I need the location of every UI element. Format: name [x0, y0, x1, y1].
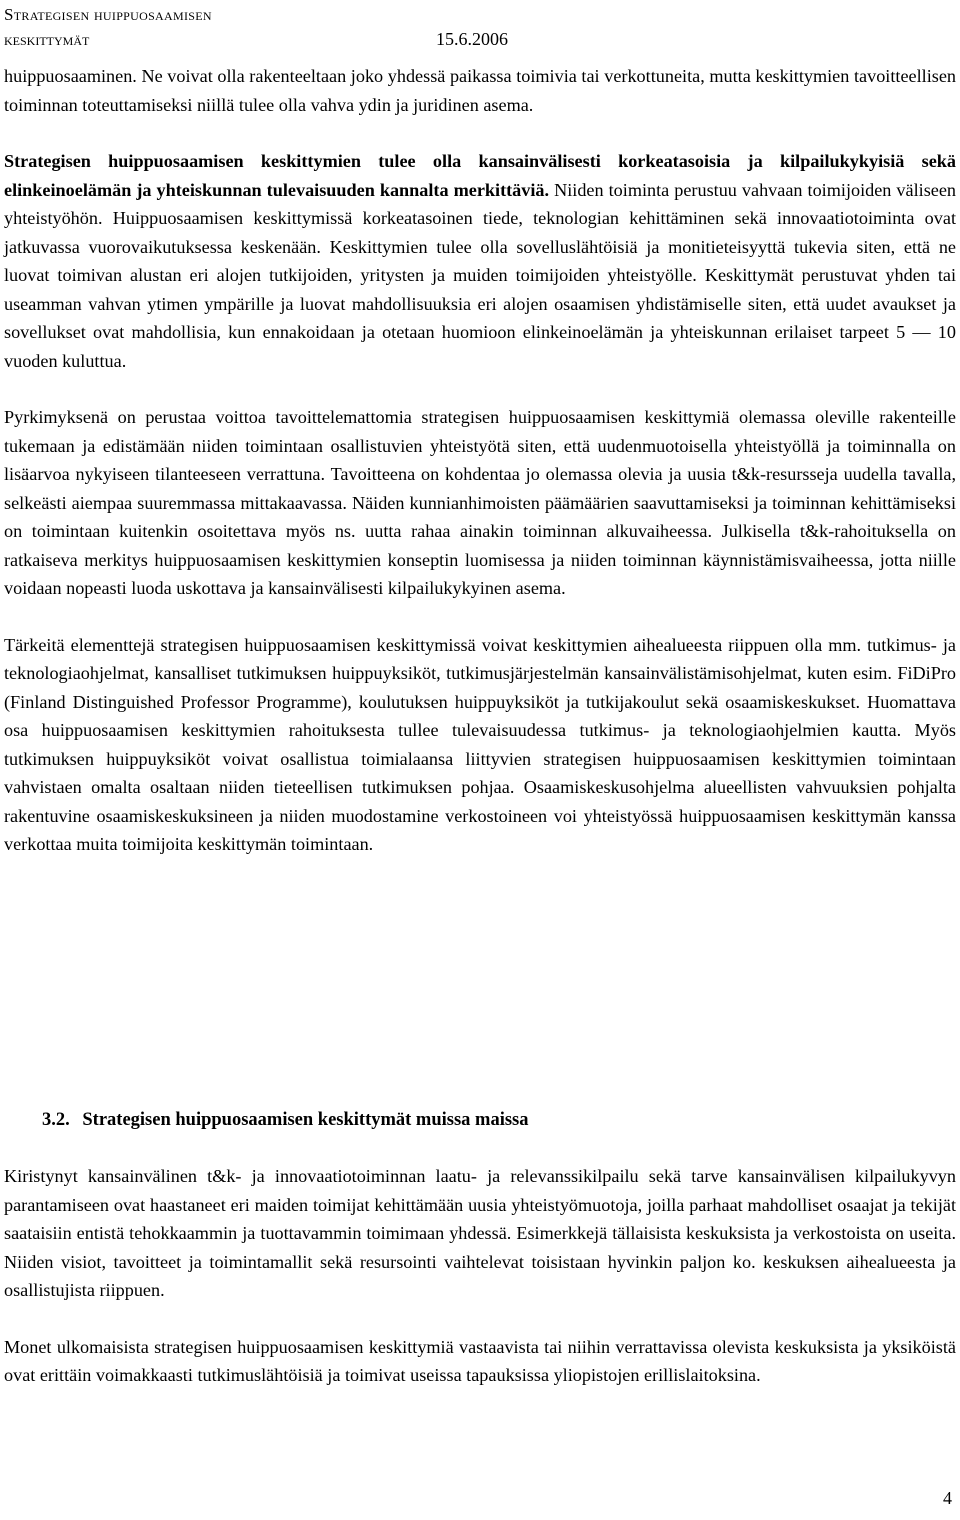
body-text-section: [4, 1162, 956, 1390]
body-text: [4, 62, 956, 859]
paragraph-1: huippuosaaminen. Ne voivat olla rakenteeltaan joko yhdessä paikassa toimivia tai verkottuneita, mutta keskittymien tavoitteellisen toiminnan toteuttamiseksi niillä tulee olla vahva ydin ja juridinen asema.: [4, 66, 956, 115]
paragraph-2-bold-lead: Strategisen huippuosaamisen keskittymien tulee olla kansainvälisesti korkeatasoisia ja kilpailukykyisiä sekä elinkeinoelämän ja yhteiskunnan tulevaisuuden kannalta merkittäviä.: [4, 151, 956, 200]
header-organization: Strategisen huippuosaamisen: [4, 5, 212, 24]
paragraph-3: Pyrkimyksenä on perustaa voittoa tavoittelemattomia strategisen huippuosaamisen keskittymiä olemassa oleville rakenteille tukemaan ja edistämään niiden toimintaan osallistuvien yhteistyötä siten, että uudenmuotoisella yhteistyöllä ja toiminnalla on lisäarvoa nykyiseen tilanteeseen verrattuna. Tavoitteena on kohdentaa jo olemassa olevia ja uusia t&k-resursseja uudella tavalla, selkeästi aiempaa suuremmassa mittakaavassa. Näiden kunnianhimoisten päämäärien saavuttamiseksi ja toiminnan kehittämiseksi on toimintaan kuitenkin osoitettava myös ns. uutta rahaa ainakin toiminnan alkuvaiheessa. Julkisella t&k-rahoituksella on ratkaiseva merkitys huippuosaamisen keskittymien konseptin luomisessa ja niiden toiminnan käynnistämisvaiheessa, jotta niille voidaan nopeasti luoda uskottava ja kansainvälisesti kilpailukykyinen asema.: [4, 407, 956, 598]
page-number: 4: [943, 1488, 952, 1508]
header-subtitle: keskittymät: [4, 30, 90, 49]
section-number: 3.2.: [42, 1110, 70, 1130]
paragraph-2-rest: Niiden toiminta perustuu vahvaan toimijoiden väliseen yhteistyöhön. Huippuosaamisen keskittymissä korkeatasoinen tiede, teknologian kehittäminen sekä innovaatiotoiminta ovat jatkuvassa vuorovaikutuksessa keskenään. Keskittymien tulee olla sovelluslähtöisiä ja monitieteisyyttä tukevia siten, että ne luovat toimivan alustan eri alojen tutkijoiden, yritysten ja muiden toimijoiden yhteistyölle. Keskittymät perustuvat yhden tai useamman vahvan ytimen ympärille ja luovat mahdollisuuksia eri alojen osaamisen yhdistämiselle siten, että uudet avaukset ja sovellukset ovat mahdollisia, kun ennakoidaan ja otetaan huomioon elinkeinoelämän ja yhteiskunnan erilaiset tarpeet 5 — 10 vuoden kuluttua.: [4, 179, 957, 371]
header-row: [4, 27, 564, 52]
page-header: [4, 2, 564, 52]
section-heading: [42, 1106, 529, 1134]
header-date: 15.6.2006: [436, 29, 508, 49]
paragraph-4: Tärkeitä elementtejä strategisen huippuosaamisen keskittymissä voivat keskittymien aihealueesta riippuen olla mm. tutkimus- ja teknologiaohjelmat, kansalliset tutkimuksen huippuyksiköt, tutkimusjärjestelmän kansainvälistämisohjelmat, kuten esim. FiDiPro (Finland Distinguished Professor Programme), koulutuksen huippuyksiköt ja tutkijakoulut sekä osaamiskeskukset. Huomattava osa huippuosaamisen keskittymien rahoituksesta tullee tulevaisuudessa tutkimus- ja teknologiaohjelmien kautta. Myös tutkimuksen huippuyksiköt voivat osallistua toimialaansa liittyvien strategisen huippuosaamisen keskittymien toimintaan vahvistaen omalta osaltaan niiden tieteellisen tutkimuksen pohjaa. Osaamiskeskusohjelma alueellisten vahvuuksien pohjalta rakentuvine osaamiskeskuksineen ja niiden muodostamine verkostoineen voi yhteistyössä huippuosaamisen keskittymän kanssa verkottaa muita toimijoita keskittymän toimintaan.: [4, 634, 956, 854]
paragraph-6: Monet ulkomaisista strategisen huippuosaamisen keskittymiä vastaavista tai niihin verrattavissa olevista keskuksista ja yksiköistä ovat erittäin voimakkaasti tutkimuslähtöisiä ja toimivat useissa tapauksissa yliopistojen erillislaitoksina.: [4, 1336, 956, 1385]
paragraph-2: [4, 147, 956, 375]
paragraph-5: Kiristynyt kansainvälinen t&k- ja innovaatiotoiminnan laatu- ja relevanssikilpailu sekä tarve kansainvälisen kilpailukyvyn parantamiseen ovat haastaneet eri maiden toimijat kehittämään uusia yhteistyömuotoja, joilla parhaat mahdolliset osaajat ja tekijät saataisiin entistä tehokkaammin ja tuottavammin toimimaan yhdessä. Esimerkkejä tällaisista keskuksista ja verkostoista on useita. Niiden visiot, tavoitteet ja toimintamallit sekä resursointi vaihtelevat toisistaan hyvinkin paljon ko. keskuksen aihealueesta ja osallistujista riippuen.: [4, 1166, 956, 1300]
section-title: Strategisen huippuosaamisen keskittymät muissa maissa: [82, 1110, 529, 1130]
